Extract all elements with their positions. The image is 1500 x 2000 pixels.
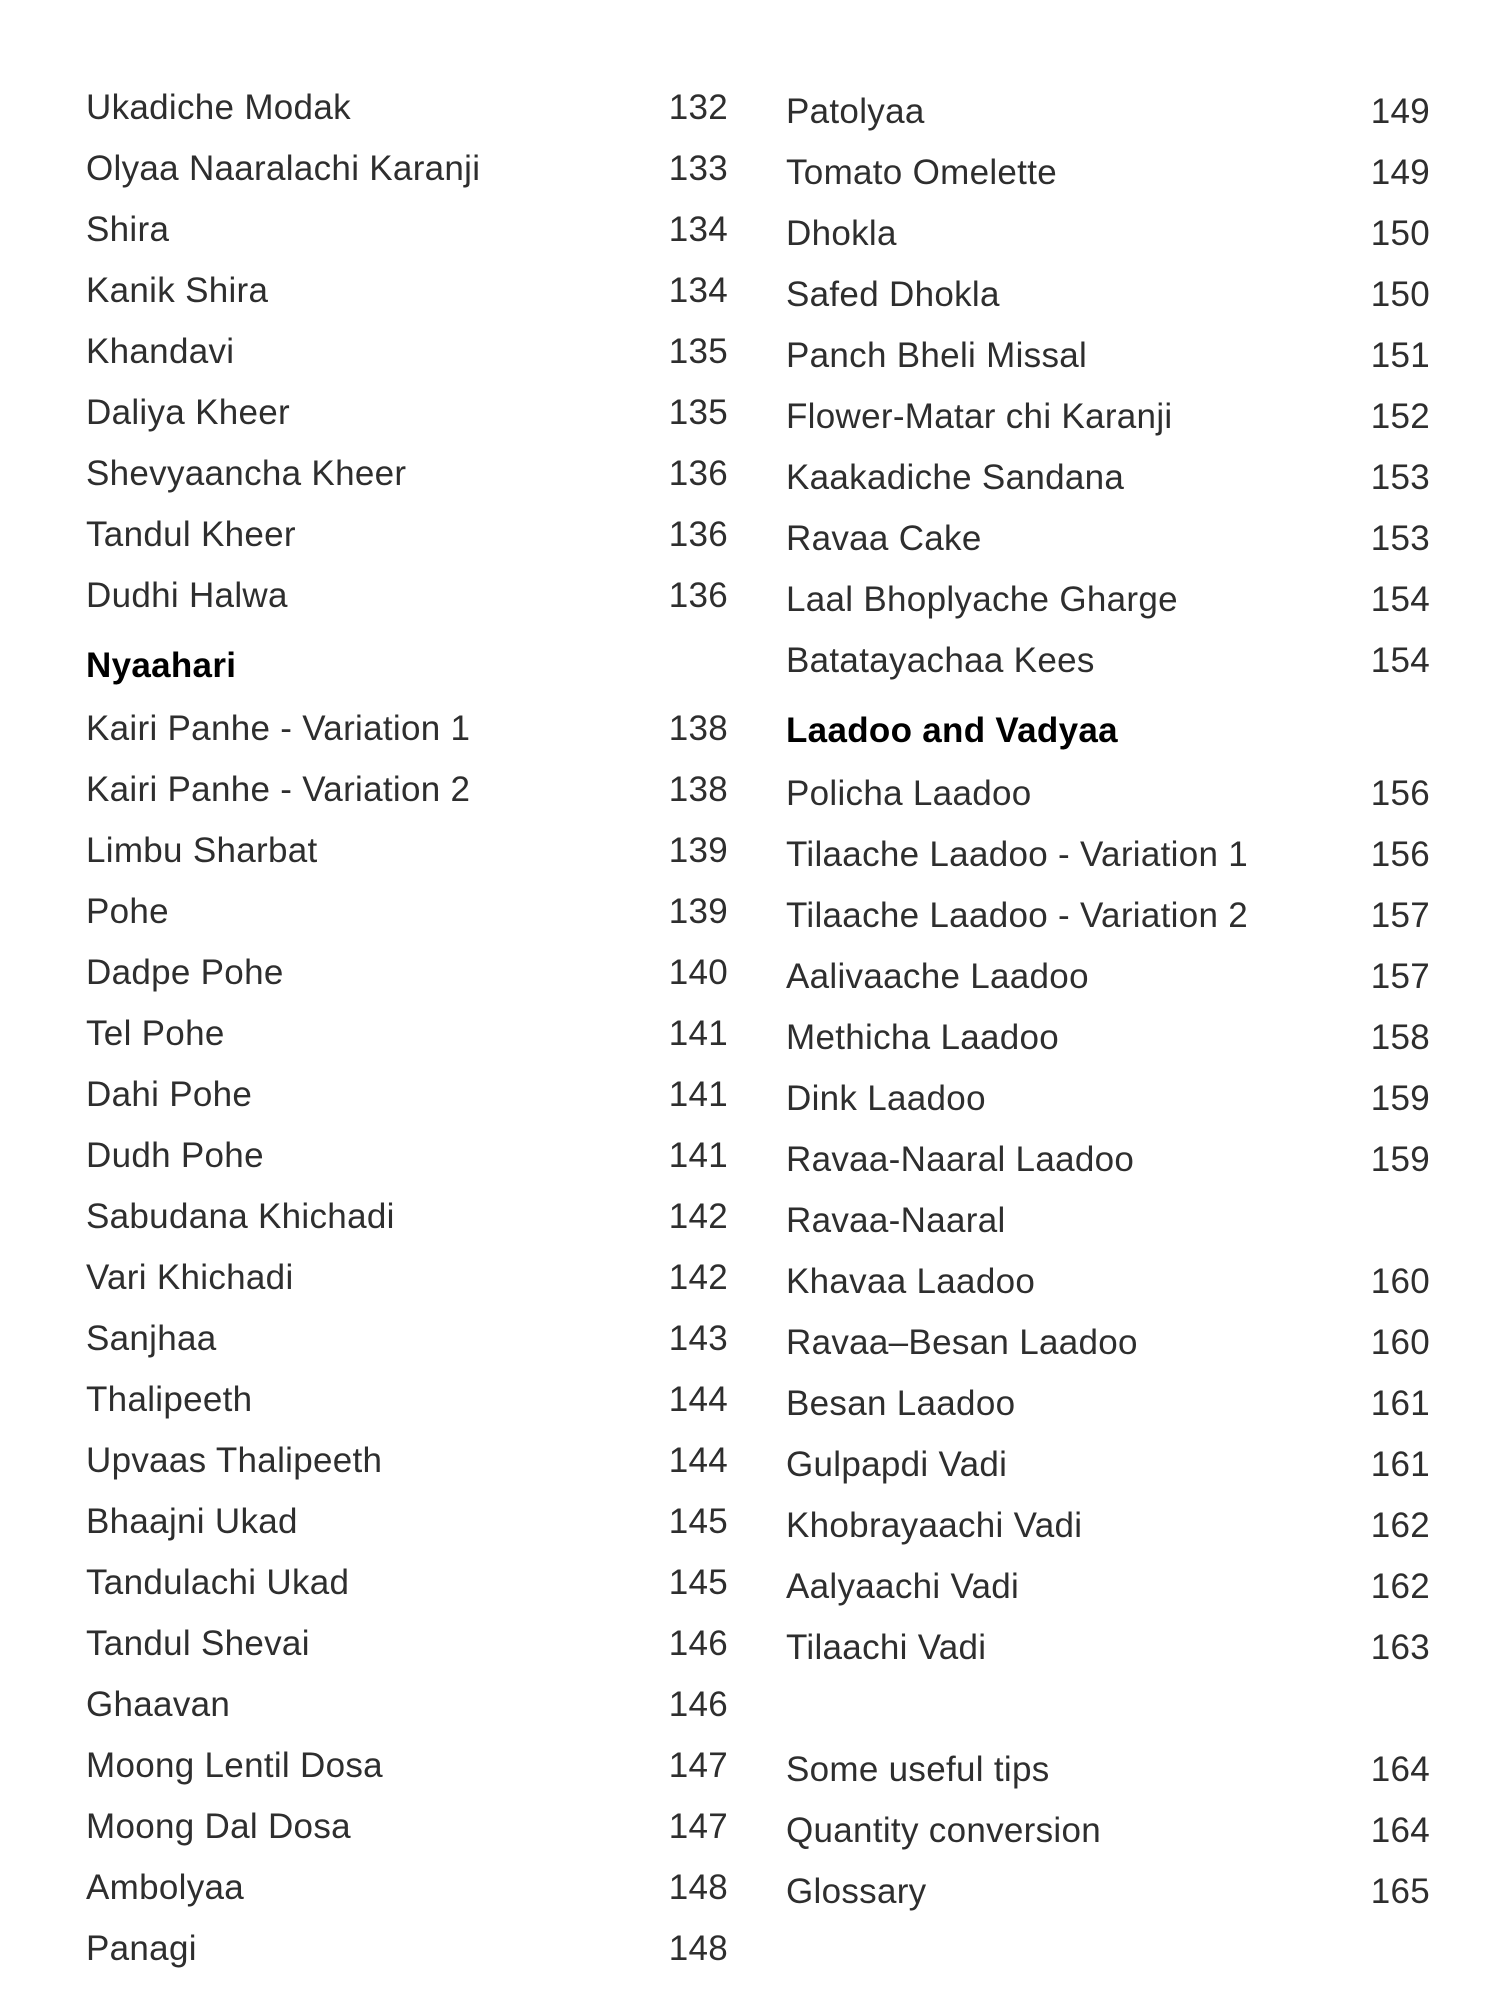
toc-entry [86, 77, 728, 138]
entry-title: Dudh Pohe [86, 1135, 264, 1175]
toc-entry [86, 820, 728, 881]
entry-title: Thalipeeth [86, 1379, 253, 1419]
toc-entry [786, 885, 1430, 946]
toc-entry [786, 1129, 1430, 1190]
toc-entry [86, 199, 728, 260]
toc-entry [86, 1857, 728, 1918]
section-heading [786, 691, 1430, 763]
entry-title: Khavaa Laadoo [786, 1261, 1036, 1301]
entry-title: Dudhi Halwa [86, 575, 288, 615]
toc-entry [86, 504, 728, 565]
entry-title: Khandavi [86, 331, 235, 371]
entry-title: Quantity conversion [786, 1810, 1102, 1850]
entry-title: Shira [86, 209, 170, 249]
toc-entry [86, 260, 728, 321]
entry-page-number: 157 [1370, 956, 1430, 996]
toc-entry [86, 1308, 728, 1369]
toc-entry [86, 1552, 728, 1613]
toc-entry [86, 565, 728, 626]
entry-title: Limbu Sharbat [86, 830, 318, 870]
entry-title: Aalivaache Laadoo [786, 956, 1089, 996]
toc-entry [786, 630, 1430, 691]
entry-page-number: 159 [1370, 1078, 1430, 1118]
entry-page-number: 147 [668, 1806, 728, 1846]
entry-title: Dhokla [786, 213, 897, 253]
toc-entry [786, 142, 1430, 203]
toc-entry [786, 824, 1430, 885]
entry-page-number: 145 [668, 1501, 728, 1541]
toc-entry [86, 1369, 728, 1430]
entry-title: Kanik Shira [86, 270, 269, 310]
entry-title: Tomato Omelette [786, 152, 1057, 192]
toc-entry [86, 698, 728, 759]
toc-entry [86, 942, 728, 1003]
entry-page-number: 148 [668, 1867, 728, 1907]
section-heading-text: Nyaahari [86, 646, 237, 685]
entry-page-number: 159 [1370, 1139, 1430, 1179]
entry-title: Ravaa-Naaral Laadoo [786, 1139, 1135, 1179]
entry-page-number: 154 [1370, 640, 1430, 680]
entry-page-number: 147 [668, 1745, 728, 1785]
entry-title: Ravaa–Besan Laadoo [786, 1322, 1138, 1362]
toc-entry [86, 382, 728, 443]
entry-title: Sabudana Khichadi [86, 1196, 395, 1236]
toc-entry [86, 881, 728, 942]
entry-page-number: 146 [668, 1623, 728, 1663]
entry-page-number: 145 [668, 1562, 728, 1602]
entry-page-number: 141 [668, 1135, 728, 1175]
toc-entry [86, 1003, 728, 1064]
entry-page-number: 162 [1370, 1566, 1430, 1606]
toc-entry [786, 1434, 1430, 1495]
entry-page-number: 134 [668, 209, 728, 249]
toc-entry [86, 1430, 728, 1491]
entry-title: Laal Bhoplyache Gharge [786, 579, 1178, 619]
entry-title: Vari Khichadi [86, 1257, 294, 1297]
toc-entry [86, 1491, 728, 1552]
entry-title: Dink Laadoo [786, 1078, 986, 1118]
entry-page-number: 162 [1370, 1505, 1430, 1545]
toc-entry [86, 1796, 728, 1857]
entry-title: Upvaas Thalipeeth [86, 1440, 383, 1480]
entry-page-number: 143 [668, 1318, 728, 1358]
toc-entry [786, 325, 1430, 386]
entry-title: Safed Dhokla [786, 274, 1000, 314]
toc-entry [86, 1613, 728, 1674]
entry-page-number: 135 [668, 392, 728, 432]
toc-entry [86, 1064, 728, 1125]
entry-title: Olyaa Naaralachi Karanji [86, 148, 481, 188]
entry-title: Kairi Panhe - Variation 2 [86, 769, 471, 809]
entry-title: Moong Lentil Dosa [86, 1745, 383, 1785]
section-heading-text: Laadoo and Vadyaa [786, 711, 1118, 750]
toc-entry [86, 1125, 728, 1186]
entry-title: Tel Pohe [86, 1013, 225, 1053]
entry-title: Ambolyaa [86, 1867, 245, 1907]
toc-entry [786, 81, 1430, 142]
entry-page-number: 163 [1370, 1627, 1430, 1667]
entry-page-number: 149 [1370, 152, 1430, 192]
entry-page-number: 148 [668, 1928, 728, 1968]
entry-title: Flower-Matar chi Karanji [786, 396, 1173, 436]
entry-title: Tandul Shevai [86, 1623, 310, 1663]
toc-entry [86, 1186, 728, 1247]
toc-entry [786, 1007, 1430, 1068]
entry-title: Batatayachaa Kees [786, 640, 1095, 680]
toc-entry [86, 1735, 728, 1796]
entry-page-number: 149 [1370, 91, 1430, 131]
entry-page-number: 151 [1370, 335, 1430, 375]
toc-entry [86, 1247, 728, 1308]
entry-title: Ravaa Cake [786, 518, 982, 558]
entry-page-number: 141 [668, 1074, 728, 1114]
entry-title: Kaakadiche Sandana [786, 457, 1125, 497]
entry-page-number: 161 [1370, 1444, 1430, 1484]
toc-entry [786, 1556, 1430, 1617]
entry-title: Shevyaancha Kheer [86, 453, 407, 493]
entry-title: Khobrayaachi Vadi [786, 1505, 1083, 1545]
entry-title: Gulpapdi Vadi [786, 1444, 1008, 1484]
toc-entry [786, 763, 1430, 824]
toc-entry [786, 1190, 1430, 1251]
entry-title: Panagi [86, 1928, 197, 1968]
entry-title: Aalyaachi Vadi [786, 1566, 1020, 1606]
toc-entry [786, 1861, 1430, 1922]
entry-page-number: 153 [1370, 457, 1430, 497]
entry-page-number: 156 [1370, 834, 1430, 874]
entry-title: Kairi Panhe - Variation 1 [86, 708, 471, 748]
entry-page-number: 144 [668, 1440, 728, 1480]
entry-page-number: 153 [1370, 518, 1430, 558]
toc-entry [786, 508, 1430, 569]
entry-page-number: 140 [668, 952, 728, 992]
toc-entry [86, 1674, 728, 1735]
entry-page-number: 152 [1370, 396, 1430, 436]
entry-title: Pohe [86, 891, 169, 931]
entry-page-number: 139 [668, 891, 728, 931]
toc-entry [786, 1800, 1430, 1861]
entry-page-number: 141 [668, 1013, 728, 1053]
entry-page-number: 144 [668, 1379, 728, 1419]
entry-title: Tilaachi Vadi [786, 1627, 987, 1667]
toc-entry [786, 1068, 1430, 1129]
entry-page-number: 139 [668, 830, 728, 870]
entry-page-number: 133 [668, 148, 728, 188]
toc-entry [786, 1312, 1430, 1373]
entry-title: Tilaache Laadoo - Variation 1 [786, 834, 1249, 874]
toc-entry [786, 1495, 1430, 1556]
entry-page-number: 156 [1370, 773, 1430, 813]
entry-page-number: 161 [1370, 1383, 1430, 1423]
entry-title: Dahi Pohe [86, 1074, 253, 1114]
entry-title: Ghaavan [86, 1684, 231, 1724]
entry-title: Ukadiche Modak [86, 87, 351, 127]
entry-title: Some useful tips [786, 1749, 1050, 1789]
spacer [786, 1678, 1430, 1739]
entry-page-number: 150 [1370, 274, 1430, 314]
entry-title: Ravaa-Naaral [786, 1200, 1006, 1240]
toc-entry [786, 1251, 1430, 1312]
entry-page-number: 142 [668, 1257, 728, 1297]
entry-page-number: 138 [668, 708, 728, 748]
entry-page-number: 142 [668, 1196, 728, 1236]
entry-page-number: 146 [668, 1684, 728, 1724]
toc-entry [786, 1373, 1430, 1434]
entry-title: Panch Bheli Missal [786, 335, 1088, 375]
entry-page-number: 136 [668, 514, 728, 554]
entry-title: Daliya Kheer [86, 392, 290, 432]
toc-entry [786, 447, 1430, 508]
toc-right-column [786, 81, 1430, 1922]
toc-entry [786, 264, 1430, 325]
toc-entry [86, 759, 728, 820]
entry-page-number: 164 [1370, 1749, 1430, 1789]
entry-title: Bhaajni Ukad [86, 1501, 298, 1541]
entry-title: Tilaache Laadoo - Variation 2 [786, 895, 1249, 935]
entry-page-number: 138 [668, 769, 728, 809]
entry-title: Tandul Kheer [86, 514, 296, 554]
entry-page-number: 165 [1370, 1871, 1430, 1911]
toc-entry [86, 443, 728, 504]
entry-page-number: 157 [1370, 895, 1430, 935]
entry-title: Tandulachi Ukad [86, 1562, 350, 1602]
toc-entry [786, 203, 1430, 264]
entry-title: Glossary [786, 1871, 927, 1911]
entry-title: Moong Dal Dosa [86, 1806, 351, 1846]
entry-page-number: 135 [668, 331, 728, 371]
toc-entry [786, 1739, 1430, 1800]
entry-page-number: 132 [668, 87, 728, 127]
entry-page-number: 160 [1370, 1261, 1430, 1301]
toc-left-column [86, 77, 728, 1979]
toc-entry [86, 1918, 728, 1979]
entry-page-number: 158 [1370, 1017, 1430, 1057]
section-heading [86, 626, 728, 698]
entry-page-number: 134 [668, 270, 728, 310]
toc-entry [86, 138, 728, 199]
entry-title: Besan Laadoo [786, 1383, 1016, 1423]
entry-title: Patolyaa [786, 91, 925, 131]
toc-entry [786, 386, 1430, 447]
toc-entry [786, 946, 1430, 1007]
entry-page-number: 150 [1370, 213, 1430, 253]
entry-title: Sanjhaa [86, 1318, 217, 1358]
entry-page-number: 160 [1370, 1322, 1430, 1362]
entry-title: Dadpe Pohe [86, 952, 284, 992]
entry-page-number: 154 [1370, 579, 1430, 619]
entry-page-number: 164 [1370, 1810, 1430, 1850]
entry-page-number: 136 [668, 575, 728, 615]
toc-entry [786, 1617, 1430, 1678]
entry-title: Policha Laadoo [786, 773, 1032, 813]
entry-page-number: 136 [668, 453, 728, 493]
entry-title: Methicha Laadoo [786, 1017, 1060, 1057]
toc-entry [786, 569, 1430, 630]
toc-entry [86, 321, 728, 382]
